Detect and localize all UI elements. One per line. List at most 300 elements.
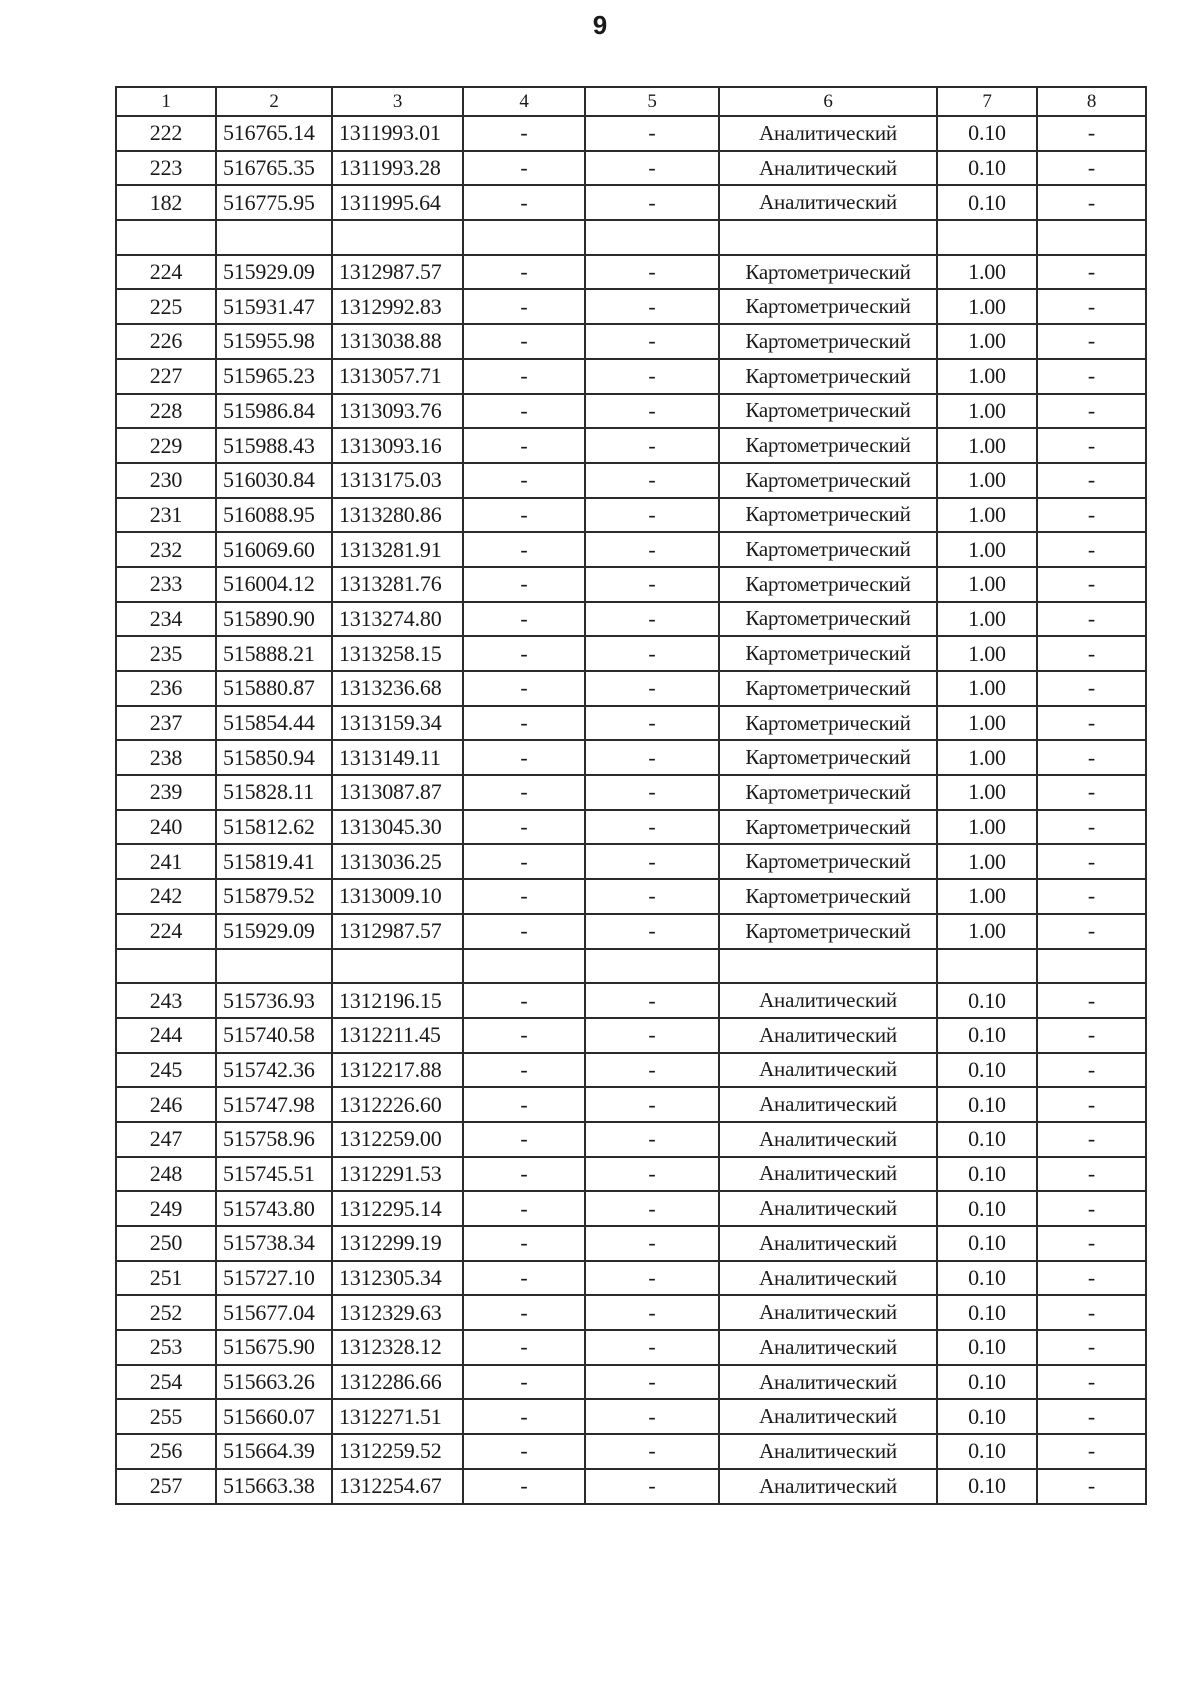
method-cell: Аналитический (719, 1365, 937, 1400)
col4-cell: - (463, 1365, 585, 1400)
table-row (116, 775, 1146, 810)
col5-cell: - (585, 498, 719, 533)
col4-cell: - (463, 636, 585, 671)
accuracy-cell: 0.10 (937, 1399, 1037, 1434)
table-row (116, 1434, 1146, 1469)
col8-cell: - (1037, 844, 1146, 879)
col8-cell: - (1037, 1226, 1146, 1261)
col5-cell: - (585, 1469, 719, 1504)
accuracy-cell: 0.10 (937, 983, 1037, 1018)
point-number-cell: 243 (116, 983, 216, 1018)
column-header: 6 (719, 87, 937, 116)
col4-cell: - (463, 671, 585, 706)
point-number-cell: 252 (116, 1295, 216, 1330)
y-coordinate-cell: 1313093.76 (332, 394, 463, 429)
col4-cell: - (463, 151, 585, 186)
x-coordinate-cell: 515812.62 (216, 810, 332, 845)
col5-cell: - (585, 810, 719, 845)
col8-cell: - (1037, 255, 1146, 290)
point-number-cell: 230 (116, 463, 216, 498)
point-number-cell: 232 (116, 532, 216, 567)
table-row (116, 1261, 1146, 1296)
col4-cell: - (463, 1018, 585, 1053)
column-header: 2 (216, 87, 332, 116)
column-header: 4 (463, 87, 585, 116)
col4-cell: - (463, 740, 585, 775)
x-coordinate-cell: 515747.98 (216, 1087, 332, 1122)
y-coordinate-cell: 1313281.76 (332, 567, 463, 602)
y-coordinate-cell: 1312226.60 (332, 1087, 463, 1122)
method-cell: Картометрический (719, 844, 937, 879)
accuracy-cell: 1.00 (937, 706, 1037, 741)
col4-cell: - (463, 1191, 585, 1226)
point-number-cell: 236 (116, 671, 216, 706)
col4-cell: - (463, 1434, 585, 1469)
y-coordinate-cell: 1313175.03 (332, 463, 463, 498)
accuracy-cell: 0.10 (937, 185, 1037, 220)
table-row (116, 394, 1146, 429)
y-coordinate-cell: 1312329.63 (332, 1295, 463, 1330)
col5-cell: - (585, 740, 719, 775)
col8-cell: - (1037, 1399, 1146, 1434)
y-coordinate-cell: 1311993.01 (332, 116, 463, 151)
point-number-cell: 254 (116, 1365, 216, 1400)
point-number-cell: 247 (116, 1122, 216, 1157)
col4-cell: - (463, 463, 585, 498)
method-cell: Аналитический (719, 1053, 937, 1088)
col8-cell: - (1037, 740, 1146, 775)
x-coordinate-cell: 515880.87 (216, 671, 332, 706)
col8-cell: - (1037, 463, 1146, 498)
method-cell: Картометрический (719, 498, 937, 533)
col4-cell: - (463, 428, 585, 463)
col4-cell: - (463, 116, 585, 151)
x-coordinate-cell: 515929.09 (216, 914, 332, 949)
col4-cell: - (463, 602, 585, 637)
col8-cell (1037, 220, 1146, 255)
point-number-cell: 231 (116, 498, 216, 533)
col8-cell: - (1037, 1087, 1146, 1122)
col8-cell: - (1037, 151, 1146, 186)
table-row (116, 1018, 1146, 1053)
col4-cell: - (463, 810, 585, 845)
col5-cell: - (585, 775, 719, 810)
x-coordinate-cell: 515677.04 (216, 1295, 332, 1330)
table-row (116, 359, 1146, 394)
table-row (116, 983, 1146, 1018)
accuracy-cell: 1.00 (937, 914, 1037, 949)
point-number-cell (116, 220, 216, 255)
x-coordinate-cell: 515727.10 (216, 1261, 332, 1296)
coordinates-table (115, 86, 1147, 1505)
col5-cell: - (585, 567, 719, 602)
x-coordinate-cell: 515965.23 (216, 359, 332, 394)
table-row (116, 1053, 1146, 1088)
col5-cell: - (585, 983, 719, 1018)
table-body (116, 116, 1146, 1504)
x-coordinate-cell: 515888.21 (216, 636, 332, 671)
col4-cell: - (463, 706, 585, 741)
x-coordinate-cell: 515988.43 (216, 428, 332, 463)
accuracy-cell: 1.00 (937, 844, 1037, 879)
x-coordinate-cell: 516004.12 (216, 567, 332, 602)
method-cell: Аналитический (719, 116, 937, 151)
y-coordinate-cell: 1312217.88 (332, 1053, 463, 1088)
table-row (116, 1122, 1146, 1157)
accuracy-cell: 1.00 (937, 255, 1037, 290)
column-header: 1 (116, 87, 216, 116)
point-number-cell: 235 (116, 636, 216, 671)
col5-cell: - (585, 879, 719, 914)
table-row (116, 1469, 1146, 1504)
table-row (116, 289, 1146, 324)
method-cell: Аналитический (719, 1330, 937, 1365)
method-cell: Картометрический (719, 532, 937, 567)
y-coordinate-cell: 1313274.80 (332, 602, 463, 637)
col5-cell (585, 220, 719, 255)
point-number-cell: 255 (116, 1399, 216, 1434)
accuracy-cell: 0.10 (937, 1261, 1037, 1296)
col5-cell: - (585, 636, 719, 671)
y-coordinate-cell: 1313236.68 (332, 671, 463, 706)
col8-cell: - (1037, 498, 1146, 533)
method-cell: Картометрический (719, 671, 937, 706)
x-coordinate-cell: 516069.60 (216, 532, 332, 567)
x-coordinate-cell (216, 949, 332, 984)
col5-cell: - (585, 428, 719, 463)
y-coordinate-cell: 1311993.28 (332, 151, 463, 186)
point-number-cell: 256 (116, 1434, 216, 1469)
x-coordinate-cell: 515663.26 (216, 1365, 332, 1400)
col5-cell: - (585, 1295, 719, 1330)
point-number-cell: 233 (116, 567, 216, 602)
method-cell: Аналитический (719, 1295, 937, 1330)
col8-cell: - (1037, 810, 1146, 845)
column-header: 5 (585, 87, 719, 116)
table-row (116, 1087, 1146, 1122)
point-number-cell: 250 (116, 1226, 216, 1261)
col5-cell: - (585, 324, 719, 359)
table-row (116, 1226, 1146, 1261)
y-coordinate-cell: 1312305.34 (332, 1261, 463, 1296)
x-coordinate-cell: 515660.07 (216, 1399, 332, 1434)
point-number-cell: 249 (116, 1191, 216, 1226)
y-coordinate-cell: 1312992.83 (332, 289, 463, 324)
col5-cell: - (585, 463, 719, 498)
accuracy-cell: 0.10 (937, 1087, 1037, 1122)
col4-cell: - (463, 844, 585, 879)
x-coordinate-cell (216, 220, 332, 255)
col5-cell: - (585, 914, 719, 949)
point-number-cell: 251 (116, 1261, 216, 1296)
col4-cell: - (463, 879, 585, 914)
method-cell: Аналитический (719, 1122, 937, 1157)
accuracy-cell: 1.00 (937, 810, 1037, 845)
y-coordinate-cell: 1312299.19 (332, 1226, 463, 1261)
method-cell: Аналитический (719, 1191, 937, 1226)
point-number-cell: 228 (116, 394, 216, 429)
accuracy-cell: 0.10 (937, 1018, 1037, 1053)
y-coordinate-cell: 1312271.51 (332, 1399, 463, 1434)
table-row (116, 1191, 1146, 1226)
col5-cell: - (585, 844, 719, 879)
x-coordinate-cell: 515736.93 (216, 983, 332, 1018)
point-number-cell: 224 (116, 255, 216, 290)
col8-cell: - (1037, 567, 1146, 602)
col8-cell: - (1037, 1261, 1146, 1296)
x-coordinate-cell: 515664.39 (216, 1434, 332, 1469)
accuracy-cell: 1.00 (937, 879, 1037, 914)
point-number-cell: 242 (116, 879, 216, 914)
x-coordinate-cell: 516765.35 (216, 151, 332, 186)
x-coordinate-cell: 515854.44 (216, 706, 332, 741)
table-row (116, 255, 1146, 290)
accuracy-cell: 1.00 (937, 289, 1037, 324)
x-coordinate-cell: 515828.11 (216, 775, 332, 810)
col8-cell: - (1037, 879, 1146, 914)
point-number-cell: 222 (116, 116, 216, 151)
accuracy-cell: 1.00 (937, 463, 1037, 498)
accuracy-cell: 1.00 (937, 324, 1037, 359)
col4-cell: - (463, 255, 585, 290)
col4-cell: - (463, 498, 585, 533)
table-row (116, 185, 1146, 220)
x-coordinate-cell: 515740.58 (216, 1018, 332, 1053)
point-number-cell: 248 (116, 1157, 216, 1192)
x-coordinate-cell: 515850.94 (216, 740, 332, 775)
table-row (116, 914, 1146, 949)
y-coordinate-cell: 1313280.86 (332, 498, 463, 533)
col5-cell: - (585, 359, 719, 394)
y-coordinate-cell: 1312291.53 (332, 1157, 463, 1192)
table-row (116, 567, 1146, 602)
col4-cell (463, 220, 585, 255)
col8-cell: - (1037, 1053, 1146, 1088)
x-coordinate-cell: 515819.41 (216, 844, 332, 879)
accuracy-cell: 1.00 (937, 394, 1037, 429)
accuracy-cell: 0.10 (937, 1330, 1037, 1365)
accuracy-cell: 0.10 (937, 1226, 1037, 1261)
table-header-row (116, 87, 1146, 116)
col8-cell: - (1037, 289, 1146, 324)
table-row (116, 463, 1146, 498)
col5-cell: - (585, 1399, 719, 1434)
point-number-cell: 253 (116, 1330, 216, 1365)
accuracy-cell: 1.00 (937, 636, 1037, 671)
x-coordinate-cell: 515931.47 (216, 289, 332, 324)
col4-cell: - (463, 775, 585, 810)
table-row (116, 1330, 1146, 1365)
col4-cell: - (463, 359, 585, 394)
col4-cell: - (463, 185, 585, 220)
col5-cell: - (585, 116, 719, 151)
method-cell: Картометрический (719, 914, 937, 949)
table-row (116, 706, 1146, 741)
x-coordinate-cell: 515663.38 (216, 1469, 332, 1504)
method-cell: Аналитический (719, 1087, 937, 1122)
col8-cell: - (1037, 324, 1146, 359)
point-number-cell: 224 (116, 914, 216, 949)
col8-cell (1037, 949, 1146, 984)
table-row (116, 116, 1146, 151)
col4-cell: - (463, 567, 585, 602)
point-number-cell: 244 (116, 1018, 216, 1053)
x-coordinate-cell: 515743.80 (216, 1191, 332, 1226)
method-cell: Аналитический (719, 1157, 937, 1192)
x-coordinate-cell: 516775.95 (216, 185, 332, 220)
x-coordinate-cell: 516030.84 (216, 463, 332, 498)
col5-cell: - (585, 1087, 719, 1122)
col5-cell: - (585, 1365, 719, 1400)
method-cell: Аналитический (719, 185, 937, 220)
table-row (116, 498, 1146, 533)
col8-cell: - (1037, 428, 1146, 463)
point-number-cell: 257 (116, 1469, 216, 1504)
method-cell: Картометрический (719, 740, 937, 775)
col5-cell: - (585, 1226, 719, 1261)
y-coordinate-cell: 1313009.10 (332, 879, 463, 914)
col8-cell: - (1037, 1330, 1146, 1365)
y-coordinate-cell (332, 949, 463, 984)
col4-cell: - (463, 1330, 585, 1365)
col8-cell: - (1037, 394, 1146, 429)
table-row (116, 1295, 1146, 1330)
table-row (116, 220, 1146, 255)
table-row (116, 428, 1146, 463)
accuracy-cell (937, 949, 1037, 984)
col5-cell: - (585, 1191, 719, 1226)
y-coordinate-cell: 1313159.34 (332, 706, 463, 741)
method-cell: Аналитический (719, 1399, 937, 1434)
table-row (116, 636, 1146, 671)
x-coordinate-cell: 515890.90 (216, 602, 332, 637)
point-number-cell: 239 (116, 775, 216, 810)
table-row (116, 602, 1146, 637)
col8-cell: - (1037, 532, 1146, 567)
col5-cell: - (585, 1261, 719, 1296)
method-cell: Аналитический (719, 151, 937, 186)
table-row (116, 1399, 1146, 1434)
accuracy-cell: 0.10 (937, 1157, 1037, 1192)
col8-cell: - (1037, 1122, 1146, 1157)
point-number-cell: 245 (116, 1053, 216, 1088)
x-coordinate-cell: 515758.96 (216, 1122, 332, 1157)
y-coordinate-cell: 1312328.12 (332, 1330, 463, 1365)
x-coordinate-cell: 515745.51 (216, 1157, 332, 1192)
method-cell: Картометрический (719, 324, 937, 359)
table-row (116, 1157, 1146, 1192)
method-cell: Картометрический (719, 636, 937, 671)
accuracy-cell: 0.10 (937, 151, 1037, 186)
col8-cell: - (1037, 636, 1146, 671)
y-coordinate-cell: 1313281.91 (332, 532, 463, 567)
method-cell: Картометрический (719, 810, 937, 845)
method-cell: Картометрический (719, 394, 937, 429)
point-number-cell: 240 (116, 810, 216, 845)
page-number: 9 (592, 10, 608, 40)
table-row (116, 671, 1146, 706)
col8-cell: - (1037, 1469, 1146, 1504)
method-cell: Картометрический (719, 255, 937, 290)
col8-cell: - (1037, 359, 1146, 394)
col4-cell: - (463, 914, 585, 949)
col8-cell: - (1037, 914, 1146, 949)
y-coordinate-cell: 1313045.30 (332, 810, 463, 845)
y-coordinate-cell: 1312987.57 (332, 914, 463, 949)
col4-cell: - (463, 1469, 585, 1504)
col8-cell: - (1037, 1018, 1146, 1053)
x-coordinate-cell: 515929.09 (216, 255, 332, 290)
method-cell: Картометрический (719, 706, 937, 741)
point-number-cell: 237 (116, 706, 216, 741)
col4-cell: - (463, 1399, 585, 1434)
col5-cell: - (585, 1122, 719, 1157)
accuracy-cell: 1.00 (937, 671, 1037, 706)
method-cell: Картометрический (719, 775, 937, 810)
col4-cell: - (463, 1295, 585, 1330)
x-coordinate-cell: 515738.34 (216, 1226, 332, 1261)
method-cell (719, 949, 937, 984)
table-row (116, 879, 1146, 914)
col8-cell: - (1037, 116, 1146, 151)
y-coordinate-cell: 1312295.14 (332, 1191, 463, 1226)
col4-cell: - (463, 1157, 585, 1192)
accuracy-cell: 0.10 (937, 1365, 1037, 1400)
col4-cell: - (463, 983, 585, 1018)
col4-cell: - (463, 324, 585, 359)
method-cell: Аналитический (719, 1018, 937, 1053)
y-coordinate-cell: 1313149.11 (332, 740, 463, 775)
col4-cell: - (463, 1122, 585, 1157)
table-row (116, 844, 1146, 879)
accuracy-cell: 0.10 (937, 1191, 1037, 1226)
point-number-cell: 223 (116, 151, 216, 186)
method-cell: Картометрический (719, 289, 937, 324)
col5-cell: - (585, 255, 719, 290)
method-cell (719, 220, 937, 255)
col5-cell: - (585, 1434, 719, 1469)
col5-cell (585, 949, 719, 984)
y-coordinate-cell: 1312259.52 (332, 1434, 463, 1469)
col4-cell (463, 949, 585, 984)
col8-cell: - (1037, 1157, 1146, 1192)
accuracy-cell: 1.00 (937, 532, 1037, 567)
col5-cell: - (585, 671, 719, 706)
y-coordinate-cell: 1312987.57 (332, 255, 463, 290)
point-number-cell: 227 (116, 359, 216, 394)
col8-cell: - (1037, 1191, 1146, 1226)
col4-cell: - (463, 1226, 585, 1261)
col5-cell: - (585, 185, 719, 220)
table-row (116, 1365, 1146, 1400)
col5-cell: - (585, 151, 719, 186)
method-cell: Аналитический (719, 1469, 937, 1504)
accuracy-cell: 0.10 (937, 1122, 1037, 1157)
column-header: 3 (332, 87, 463, 116)
x-coordinate-cell: 515879.52 (216, 879, 332, 914)
y-coordinate-cell: 1313057.71 (332, 359, 463, 394)
point-number-cell: 225 (116, 289, 216, 324)
col4-cell: - (463, 289, 585, 324)
col4-cell: - (463, 532, 585, 567)
point-number-cell: 229 (116, 428, 216, 463)
y-coordinate-cell: 1312196.15 (332, 983, 463, 1018)
col5-cell: - (585, 1018, 719, 1053)
col8-cell: - (1037, 671, 1146, 706)
col4-cell: - (463, 394, 585, 429)
y-coordinate-cell: 1313258.15 (332, 636, 463, 671)
accuracy-cell: 1.00 (937, 775, 1037, 810)
